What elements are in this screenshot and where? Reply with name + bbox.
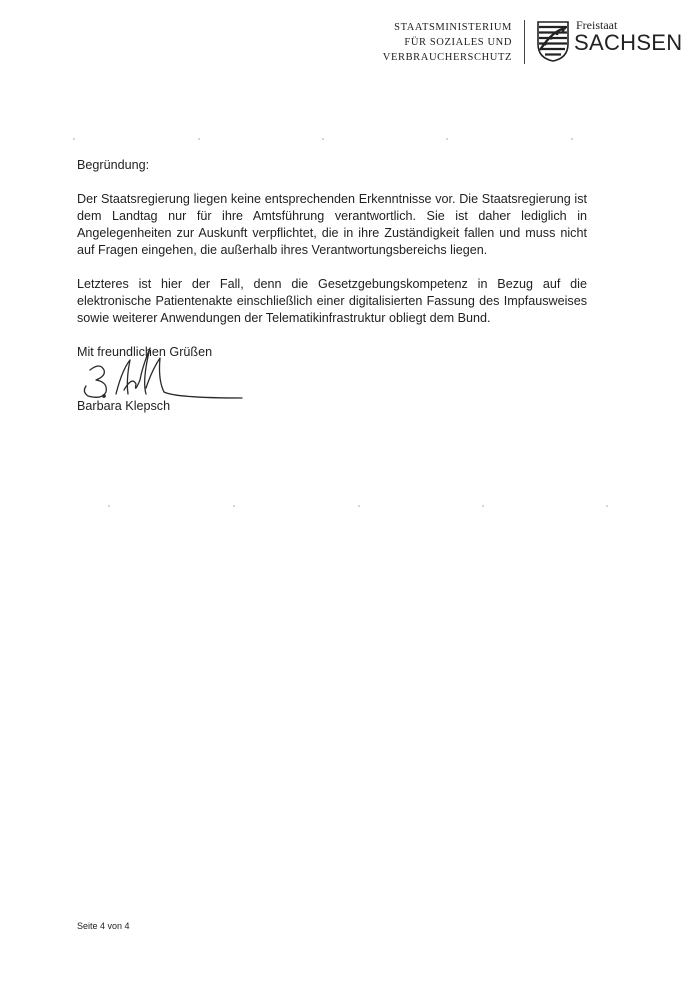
page-number: Seite 4 von 4 — [77, 921, 130, 931]
letterhead — [380, 18, 683, 70]
body-paragraph: Der Staatsregierung liegen keine entsprechenden Erkenntnisse vor. Die Staatsregierung ist dem Landtag nur für ihre Amtsführung verantwortlich. Sie ist daher lediglich in Angelegenheiten zur Auskunft verpflichtet, die in ihre Zuständigkeit fallen und muss nicht auf Fragen eingehen, die außerhalb ihres Verantwortungsbereichs liegen. — [77, 192, 587, 257]
ministry-line: VERBRAUCHERSCHUTZ — [382, 52, 512, 63]
justification-heading: Begründung: — [77, 158, 150, 172]
fold-marks-middle — [0, 505, 700, 509]
signer-name: Barbara Klepsch — [77, 399, 171, 413]
closing-salutation: Mit freundlichen Grüßen — [77, 345, 213, 359]
ministry-line: STAATSMINISTERIUM — [394, 22, 512, 33]
saxony-coat-of-arms-icon — [536, 20, 570, 62]
ministry-line: FÜR SOZIALES UND — [404, 37, 512, 48]
state-name-small: Freistaat — [576, 18, 618, 32]
ministry-name — [383, 20, 512, 65]
letter-body — [77, 157, 587, 361]
letterhead-divider — [524, 20, 525, 64]
handwritten-signature — [80, 340, 250, 402]
body-paragraph: Letzteres ist hier der Fall, denn die Gesetzgebungskompetenz in Bezug auf die elektronische Patientenakte einschließlich einer digitalisierten Fassung des Impfausweises sowie weiterer Anwendungen der Telematikinfrastruktur obliegt dem Bund. — [77, 277, 587, 325]
state-name: SACHSEN — [574, 30, 683, 55]
fold-marks-top — [0, 138, 700, 142]
